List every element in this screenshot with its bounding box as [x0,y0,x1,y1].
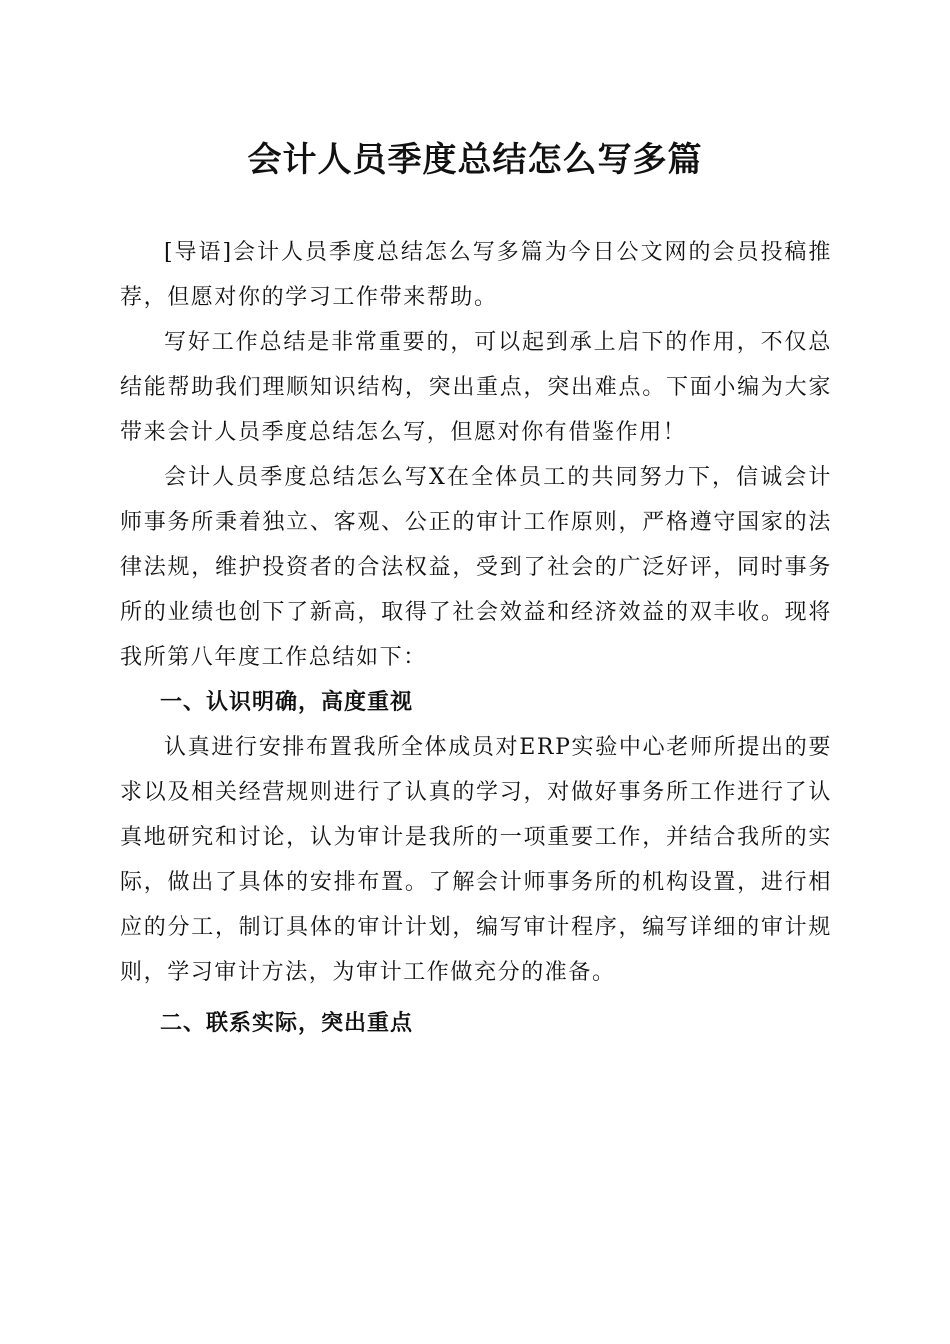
section-1-paragraph: 认真进行安排布置我所全体成员对ERP实验中心老师所提出的要求以及相关经营规则进行了认真的学习，对做好事务所工作进行了认真地研究和讨论，认为审计是我所的一项重要工作，并结合我所的实际，做出了具体的安排布置。了解会计师事务所的机构设置，进行相应的分工，制订具体的审计计划，编写审计程序，编写详细的审计规则，学习审计方法，为审计工作做充分的准备。 [120,735,832,985]
overview-paragraph: 写好工作总结是非常重要的，可以起到承上启下的作用，不仅总结能帮助我们理顺知识结构，突出重点，突出难点。下面小编为大家带来会计人员季度总结怎么写，但愿对你有借鉴作用！ [120,330,832,445]
section-2-heading: 二、联系实际，突出重点 [160,1011,414,1036]
document-title: 会计人员季度总结怎么写多篇 [247,140,703,180]
section-1-heading: 一、认识明确，高度重视 [160,690,414,715]
summary-paragraph: 会计人员季度总结怎么写X在全体员工的共同努力下，信诚会计师事务所秉着独立、客观、公正的审计工作原则，严格遵守国家的法律法规，维护投资者的合法权益，受到了社会的广泛好评，同时事务所的业绩也创下了新高，取得了社会效益和经济效益的双丰收。现将我所第八年度工作总结如下： [120,465,832,670]
intro-paragraph: [导语]会计人员季度总结怎么写多篇为今日公文网的会员投稿推荐，但愿对你的学习工作带来帮助。 [120,240,832,310]
document-body [120,230,832,1046]
